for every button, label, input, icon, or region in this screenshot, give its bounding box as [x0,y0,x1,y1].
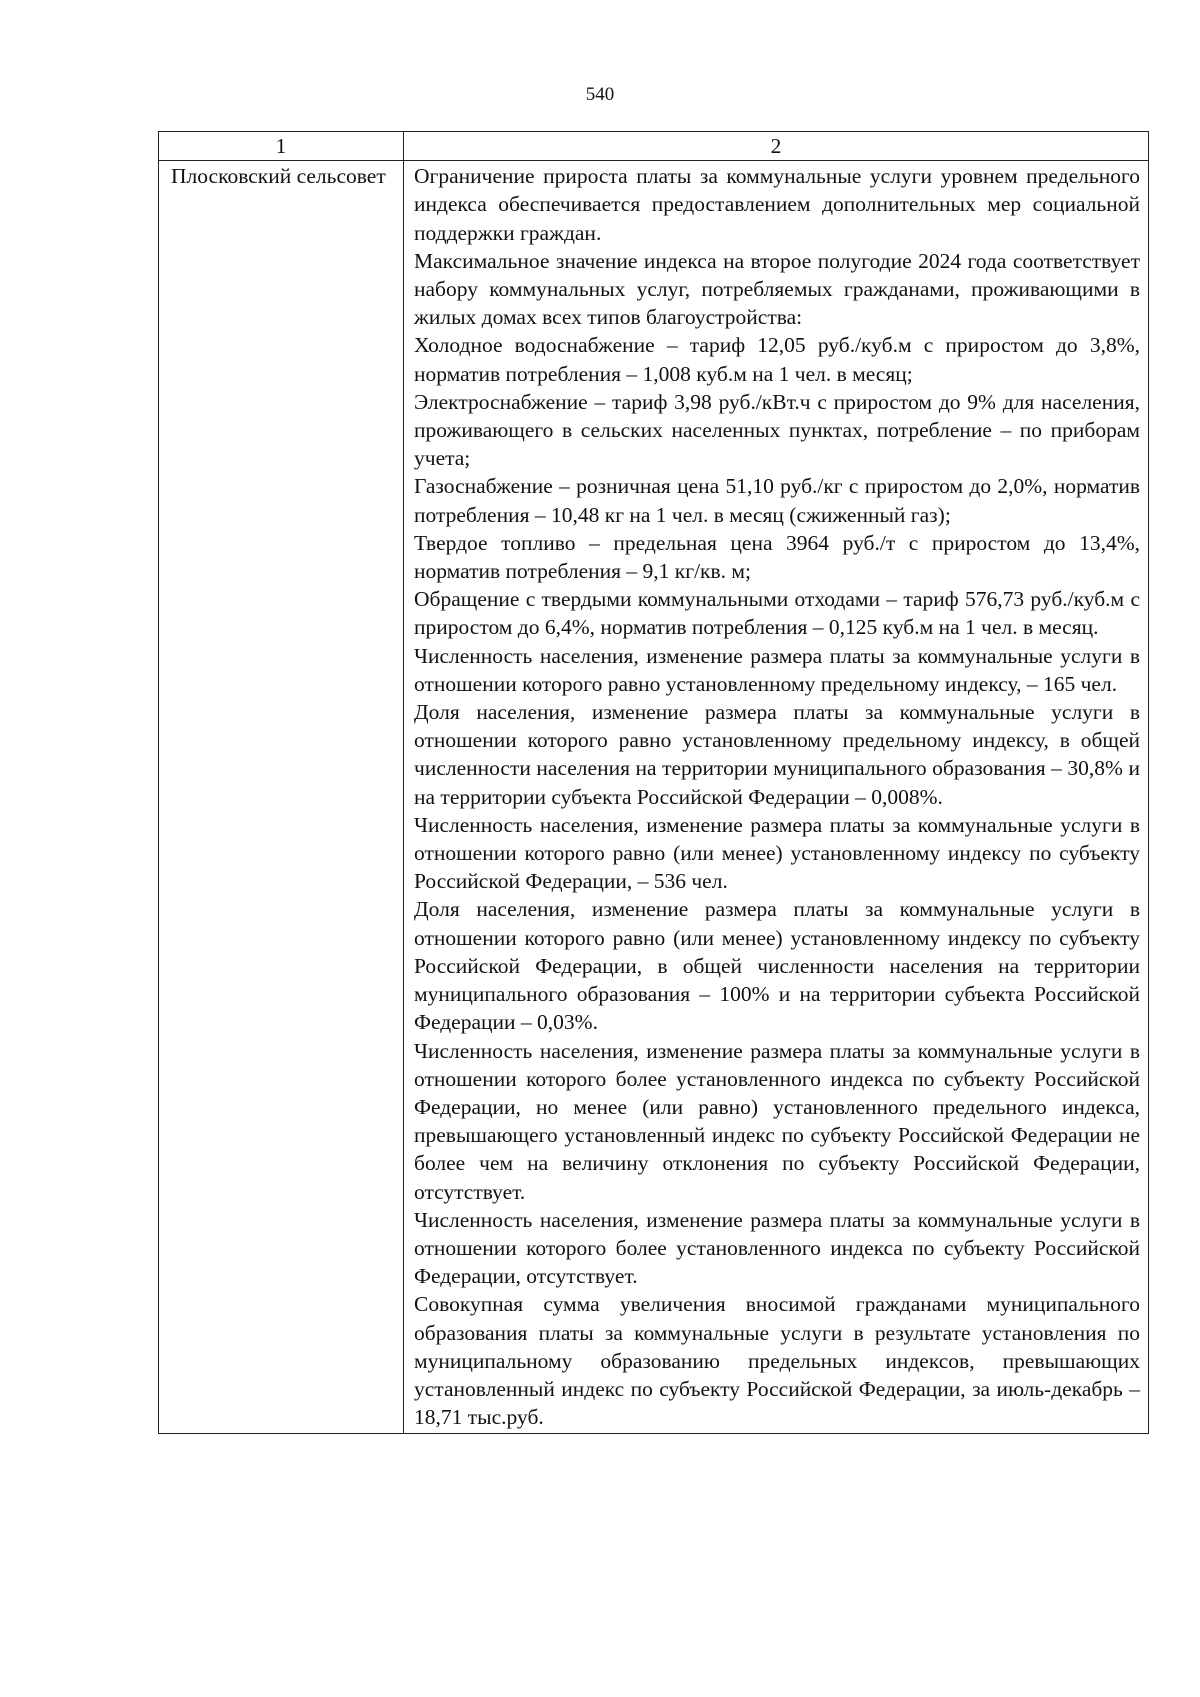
paragraph-limit-provision: Ограничение прироста платы за коммунальные услуги уровнем предельного индекса обеспечивается предоставлением дополнительных мер социальной поддержки граждан. [414,164,1140,245]
paragraph-waste: Обращение с твердыми коммунальными отходами – тариф 576,73 руб./куб.м с приростом до 6,4%, норматив потребления – 0,125 куб.м на 1 чел. в месяц. [414,587,1140,640]
paragraph-solid-fuel: Твердое топливо – предельная цена 3964 руб./т с приростом до 13,4%, норматив потребления – 9,1 кг/кв. м; [414,530,1140,584]
paragraph-population-below-index: Численность населения, изменение размера платы за коммунальные услуги в отношении которого равно (или менее) установленному индексу по субъекту Российской Федерации, – 536 чел. [414,812,1140,894]
tariff-table [158,131,1149,1434]
column-header-1: 1 [159,132,404,161]
paragraph-share-equal-limit: Доля населения, изменение размера платы за коммунальные услуги в отношении которого равно установленному предельному индексу, в общей численности населения на территории муниципального образования – 30,8% и на территории субъекта Российской Федерации – 0,008%. [414,700,1140,809]
column-header-2: 2 [404,132,1149,161]
paragraph-total-increase: Совокупная сумма увеличения вносимой гражданами муниципального образования платы за коммунальные услуги в результате установления по муниципальному образованию предельных индексов, превышающих установленный индекс по субъекту Российской Федерации, за июль-декабрь – 18,71 тыс.руб. [414,1292,1140,1430]
paragraph-gas: Газоснабжение – розничная цена 51,10 руб./кг с приростом до 2,0%, норматив потребления – 10,48 кг на 1 чел. в месяц (сжиженный газ); [414,474,1140,527]
table-header-row [159,132,1149,161]
paragraph-max-index: Максимальное значение индекса на второе полугодие 2024 года соответствует набору коммунальных услуг, потребляемых гражданами, проживающими в жилых домах всех типов благоустройства: [414,248,1140,330]
paragraph-population-equal-limit: Численность населения, изменение размера платы за коммунальные услуги в отношении которого равно установленному предельному индексу, – 165 чел. [414,643,1140,696]
index-description-cell [404,161,1149,1434]
paragraph-electricity: Электроснабжение – тариф 3,98 руб./кВт.ч с приростом до 9% для населения, проживающего в сельских населенных пунктах, потребление – по приборам учета; [414,389,1140,471]
paragraph-cold-water: Холодное водоснабжение – тариф 12,05 руб./куб.м с приростом до 3,8%, норматив потребления – 1,008 куб.м на 1 чел. в месяц; [414,333,1140,386]
paragraph-population-between: Численность населения, изменение размера платы за коммунальные услуги в отношении которого более установленного индекса по субъекту Российской Федерации, но менее (или равно) установленного предельного индекса, превышающего установленный индекс по субъекту Российской Федерации не более чем на величину отклонения по субъекту Российской Федерации, отсутствует. [414,1038,1140,1204]
page-number: 540 [585,84,615,105]
paragraph-population-above: Численность населения, изменение размера платы за коммунальные услуги в отношении которого более установленного индекса по субъекту Российской Федерации, отсутствует. [414,1207,1140,1289]
municipality-name: Плосковский сельсовет [159,161,404,1434]
paragraph-share-below-index: Доля населения, изменение размера платы за коммунальные услуги в отношении которого равно (или менее) установленному индексу по субъекту Российской Федерации, в общей численности населения на территории муниципального образования – 100% и на территории субъекта Российской Федерации – 0,03%. [414,897,1140,1035]
table-row [159,161,1149,1434]
